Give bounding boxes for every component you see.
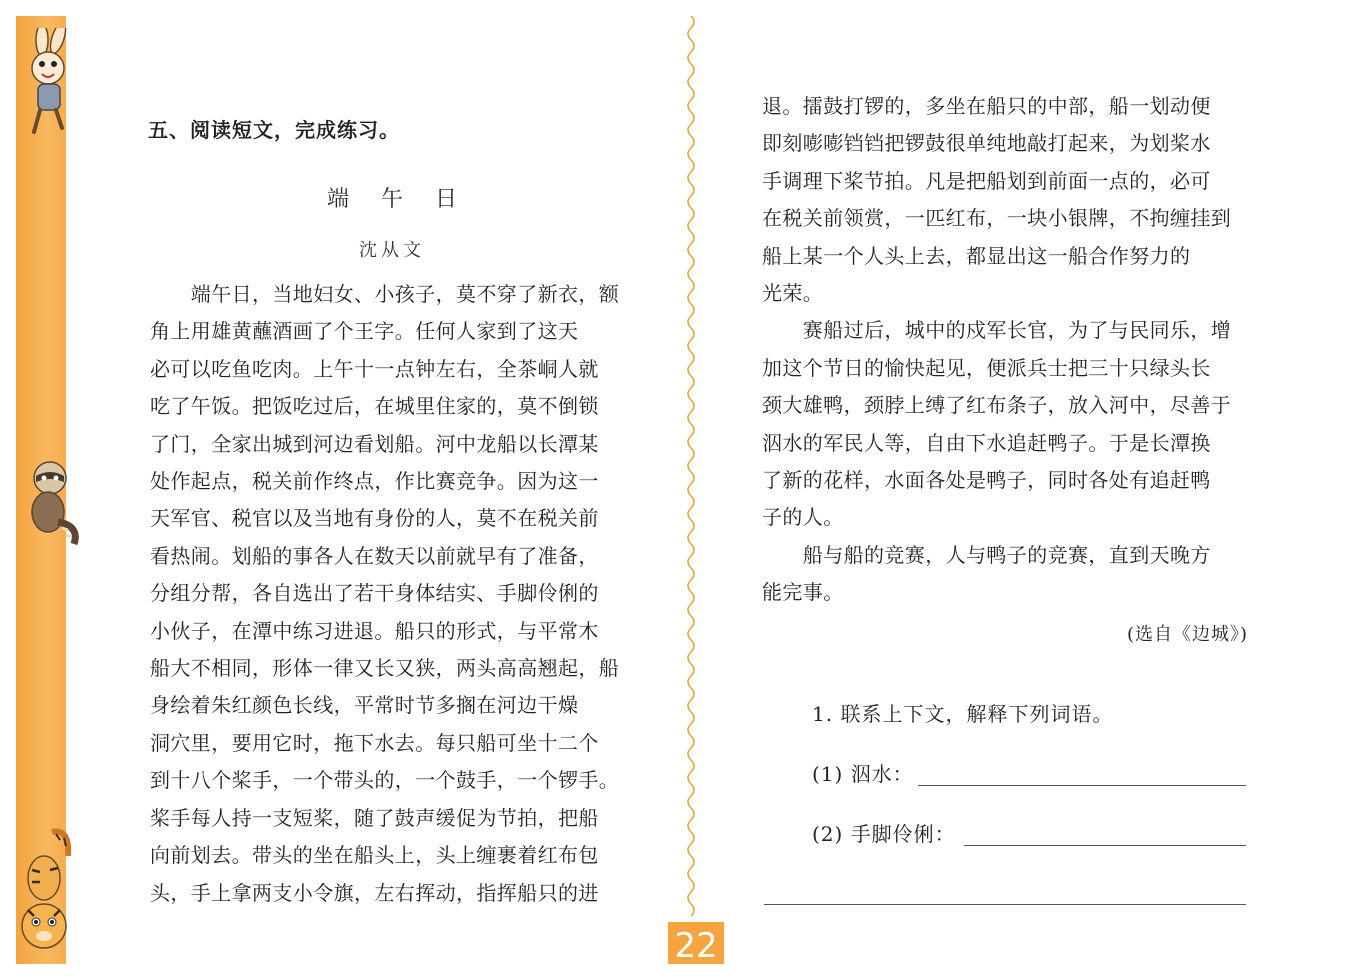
article-left-line: 天军官、税官以及当地有身份的人，莫不在税关前: [150, 506, 599, 531]
article-right-line: 加这个节日的愉快起见，便派兵士把三十只绿头长: [762, 355, 1211, 380]
raccoon-mascot-icon: [14, 456, 88, 552]
article-left-line: 头，手上拿两支小令旗，左右挥动，指挥船只的进: [150, 880, 599, 905]
article-right-line: 退。擂鼓打锣的，多坐在船只的中部，船一划动便: [762, 94, 1211, 118]
article-left-line: 洞穴里，要用它时，拖下水去。每只船可坐十二个: [150, 730, 599, 755]
question-1-item-2-label: (2) 手脚伶俐：: [812, 822, 956, 846]
article-left-line: 小伙子，在潭中练习进退。船只的形式，与平常木: [150, 618, 599, 643]
tiger-mascot-icon: [14, 826, 88, 958]
article-right-line: 颈大雄鸭，颈脖上缚了红布条子，放入河中，尽善于: [762, 393, 1232, 418]
article-left-line: 角上用雄黄蘸酒画了个王字。任何人家到了这天: [150, 319, 579, 344]
article-left-line: 端午日，当地妇女、小孩子，莫不穿了新衣，额: [150, 282, 620, 306]
article-left-line: 船大不相同，形体一律又长又狭，两头高高翘起，船: [150, 656, 620, 681]
article-right-line: 泅水的军民人等，自由下水追赶鸭子。于是长潭换: [762, 430, 1211, 455]
article-right-line: 船上某一个人头上去，都显出这一船合作努力的: [762, 243, 1191, 268]
article-text-right: [762, 88, 1252, 612]
article-right-line: 子的人。: [762, 505, 844, 530]
article-left-line: 吃了午饭。把饭吃过后，在城里住家的，莫不倒锁: [150, 394, 599, 419]
article-right-line: 能完事。: [762, 580, 844, 605]
answer-line-3[interactable]: [764, 904, 1246, 905]
article-left-line: 分组分帮，各自选出了若干身体结实、手脚伶俐的: [150, 581, 599, 606]
article-text-left: [150, 276, 640, 912]
article-right-line: 赛船过后，城中的戍军长官，为了与民同乐，增: [762, 318, 1232, 343]
article-author: 沈从文: [359, 240, 425, 261]
article-left-line: 了门，全家出城到河边看划船。河中龙船以长潭某: [150, 431, 599, 456]
page-number: 22: [668, 922, 724, 964]
article-right-line: 光荣。: [762, 281, 824, 306]
page-divider-wavy: [684, 16, 698, 964]
question-1-item-1-label: (1) 泅水：: [812, 762, 914, 786]
article-left-line: 看热闹。划船的事各人在数天以前就早有了准备，: [150, 543, 599, 568]
article-left-line: 向前划去。带头的坐在船头上，头上缠裹着红布包: [150, 843, 599, 868]
article-left-line: 到十八个桨手，一个带头的，一个鼓手，一个锣手。: [150, 768, 620, 793]
article-right-line: 了新的花样，水面各处是鸭子，同时各处有追赶鸭: [762, 468, 1211, 493]
article-right-line: 在税关前领赏，一匹红布，一块小银牌，不拘缠挂到: [762, 206, 1232, 231]
article-left-line: 身绘着朱红颜色长线，平常时节多搁在河边干燥: [150, 693, 579, 718]
article-title: 端午日: [326, 187, 489, 212]
article-left-line: 必可以吃鱼吃肉。上午十一点钟左右，全茶峒人就: [150, 356, 599, 381]
article-left-line: 处作起点，税关前作终点，作比赛竞争。因为这一: [150, 469, 599, 494]
section-heading: 五、阅读短文，完成练习。: [148, 118, 400, 142]
rabbit-mascot-icon: [14, 28, 88, 138]
article-right-line: 船与船的竞赛，人与鸭子的竞赛，直到天晚方: [762, 542, 1211, 567]
answer-line-1[interactable]: [918, 785, 1246, 786]
article-source: (选自《边城》): [1126, 624, 1248, 645]
question-1-prompt: 1. 联系上下文，解释下列词语。: [812, 702, 1114, 726]
article-right-line: 手调理下桨节拍。凡是把船划到前面一点的，必可: [762, 168, 1211, 193]
article-left-line: 桨手每人持一支短桨，随了鼓声缓促为节拍，把船: [150, 805, 599, 830]
article-right-line: 即刻嘭嘭铛铛把锣鼓很单纯地敲打起来，为划桨水: [762, 131, 1211, 156]
answer-line-2[interactable]: [964, 845, 1246, 846]
